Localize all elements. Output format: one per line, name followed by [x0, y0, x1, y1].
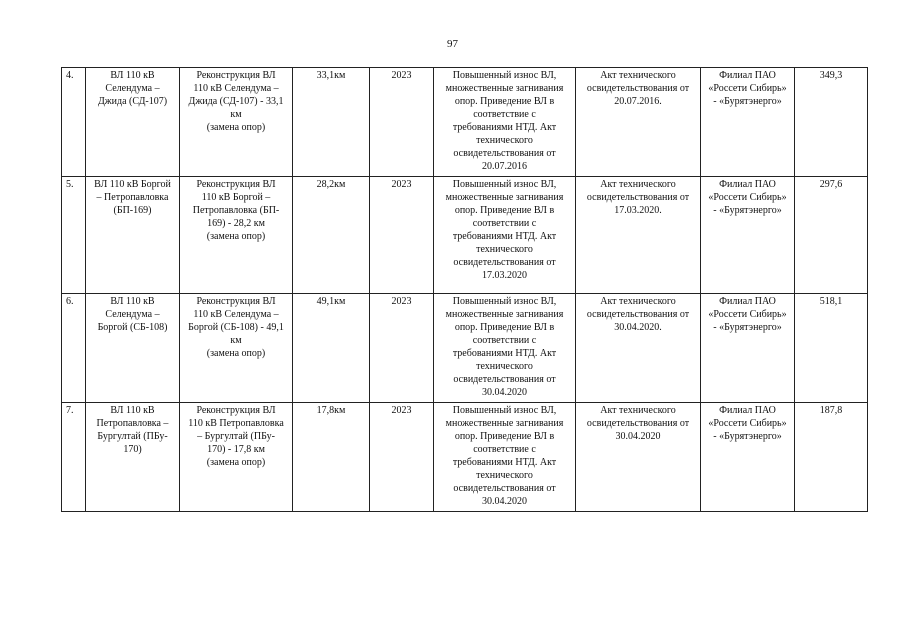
cost-cell: 297,6	[795, 177, 868, 294]
row-number-cell: 7.	[62, 403, 86, 512]
power-line-cell: ВЛ 110 кВ Селендума – Боргой (СБ-108)	[86, 294, 180, 403]
measure-cell: Реконструкция ВЛ 110 кВ Петропавловка – Бургултай (ПБу- 170) - 17,8 км (замена опор)	[180, 403, 293, 512]
document-cell: Акт технического освидетельствования от 20.07.2016.	[576, 68, 701, 177]
document-cell: Акт технического освидетельствования от 17.03.2020.	[576, 177, 701, 294]
measure-cell: Реконструкция ВЛ 110 кВ Боргой – Петропавловка (БП- 169) - 28,2 км (замена опор)	[180, 177, 293, 294]
power-line-cell: ВЛ 110 кВ Петропавловка – Бургултай (ПБу- 170)	[86, 403, 180, 512]
length-cell: 28,2км	[293, 177, 370, 294]
year-cell: 2023	[370, 294, 434, 403]
reason-cell: Повышенный износ ВЛ, множественные загнивания опор. Приведение ВЛ в соответствии с требованиями НТД. Акт технического освидетельствования от 30.04.2020	[434, 294, 576, 403]
organization-cell: Филиал ПАО «Россети Сибирь» - «Бурятэнерго»	[701, 68, 795, 177]
table-row	[62, 177, 868, 294]
row-number-cell: 5.	[62, 177, 86, 294]
table-row	[62, 403, 868, 512]
measure-cell: Реконструкция ВЛ 110 кВ Селендума – Боргой (СБ-108) - 49,1 км (замена опор)	[180, 294, 293, 403]
table-row	[62, 68, 868, 177]
page-number: 97	[447, 38, 458, 50]
row-number-cell: 6.	[62, 294, 86, 403]
power-line-cell: ВЛ 110 кВ Боргой – Петропавловка (БП-169)	[86, 177, 180, 294]
year-cell: 2023	[370, 403, 434, 512]
document-cell: Акт технического освидетельствования от 30.04.2020	[576, 403, 701, 512]
year-cell: 2023	[370, 68, 434, 177]
year-cell: 2023	[370, 177, 434, 294]
length-cell: 33,1км	[293, 68, 370, 177]
document-cell: Акт технического освидетельствования от 30.04.2020.	[576, 294, 701, 403]
reason-cell: Повышенный износ ВЛ, множественные загнивания опор. Приведение ВЛ в соответствии с требованиями НТД. Акт технического освидетельствования от 17.03.2020	[434, 177, 576, 294]
length-cell: 49,1км	[293, 294, 370, 403]
organization-cell: Филиал ПАО «Россети Сибирь» - «Бурятэнерго»	[701, 177, 795, 294]
table-row	[62, 294, 868, 403]
reason-cell: Повышенный износ ВЛ, множественные загнивания опор. Приведение ВЛ в соответствие с требованиями НТД. Акт технического освидетельствования от 30.04.2020	[434, 403, 576, 512]
power-line-cell: ВЛ 110 кВ Селендума – Джида (СД-107)	[86, 68, 180, 177]
length-cell: 17,8км	[293, 403, 370, 512]
reconstruction-table	[61, 67, 868, 512]
organization-cell: Филиал ПАО «Россети Сибирь» - «Бурятэнерго»	[701, 294, 795, 403]
organization-cell: Филиал ПАО «Россети Сибирь» - «Бурятэнерго»	[701, 403, 795, 512]
cost-cell: 518,1	[795, 294, 868, 403]
measure-cell: Реконструкция ВЛ 110 кВ Селендума – Джида (СД-107) - 33,1 км (замена опор)	[180, 68, 293, 177]
cost-cell: 187,8	[795, 403, 868, 512]
row-number-cell: 4.	[62, 68, 86, 177]
cost-cell: 349,3	[795, 68, 868, 177]
reason-cell: Повышенный износ ВЛ, множественные загнивания опор. Приведение ВЛ в соответствие с требованиями НТД. Акт технического освидетельствования от 20.07.2016	[434, 68, 576, 177]
